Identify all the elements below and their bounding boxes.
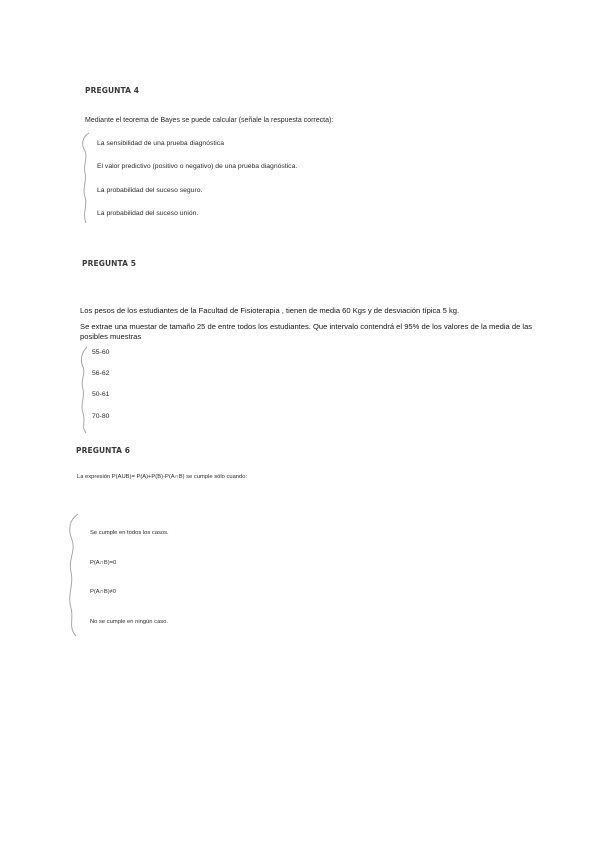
question-4-stem: Mediante el teorema de Bayes se puede calcular (señale la respuesta correcta):: [85, 117, 334, 124]
q6-option-c[interactable]: P(A∩B)≠0: [90, 589, 117, 595]
question-5-stem-line2: Se extrae una muestar de tamaño 25 de entre todos los estudiantes. Que intervalo contendrá el 95% de los valores de la media de las posibles muestras: [80, 322, 533, 341]
answer-bracket: [80, 131, 98, 227]
q4-option-a[interactable]: La sensibilidad de una prueba diagnóstica: [97, 140, 224, 147]
answer-bracket: [78, 345, 94, 435]
q5-option-d[interactable]: 70-80: [92, 413, 110, 420]
question-6-stem: La expresión P(AUB)= P(A)+P(B)-P(A∩B) se cumple sólo cuando:: [77, 474, 248, 480]
q4-option-c[interactable]: La probabilidad del suceso seguro.: [97, 187, 203, 194]
q4-option-d[interactable]: La probabilidad del suceso unión.: [97, 210, 199, 217]
question-4-title: PREGUNTA 4: [85, 86, 140, 95]
question-6-title: PREGUNTA 6: [76, 446, 131, 455]
question-5-title: PREGUNTA 5: [82, 259, 137, 268]
q6-option-b[interactable]: P(A∩B)=0: [90, 560, 117, 566]
answer-bracket: [64, 512, 86, 638]
q4-option-b[interactable]: El valor predictivo (positivo o negativo) de una prueba diagnóstica.: [97, 163, 298, 170]
q5-option-b[interactable]: 56-62: [92, 370, 110, 377]
q6-option-a[interactable]: Se cumple en todos los casos.: [90, 530, 169, 536]
q6-option-d[interactable]: No se cumple en ningún caso.: [90, 619, 168, 625]
question-5-stem-line1: Los pesos de los estudiantes de la Facultad de Fisioterapia , tienen de media 60 Kgs y de desviación típica 5 kg.: [80, 306, 460, 315]
q5-option-a[interactable]: 55-60: [92, 349, 110, 356]
q5-option-c[interactable]: 50-61: [92, 391, 110, 398]
